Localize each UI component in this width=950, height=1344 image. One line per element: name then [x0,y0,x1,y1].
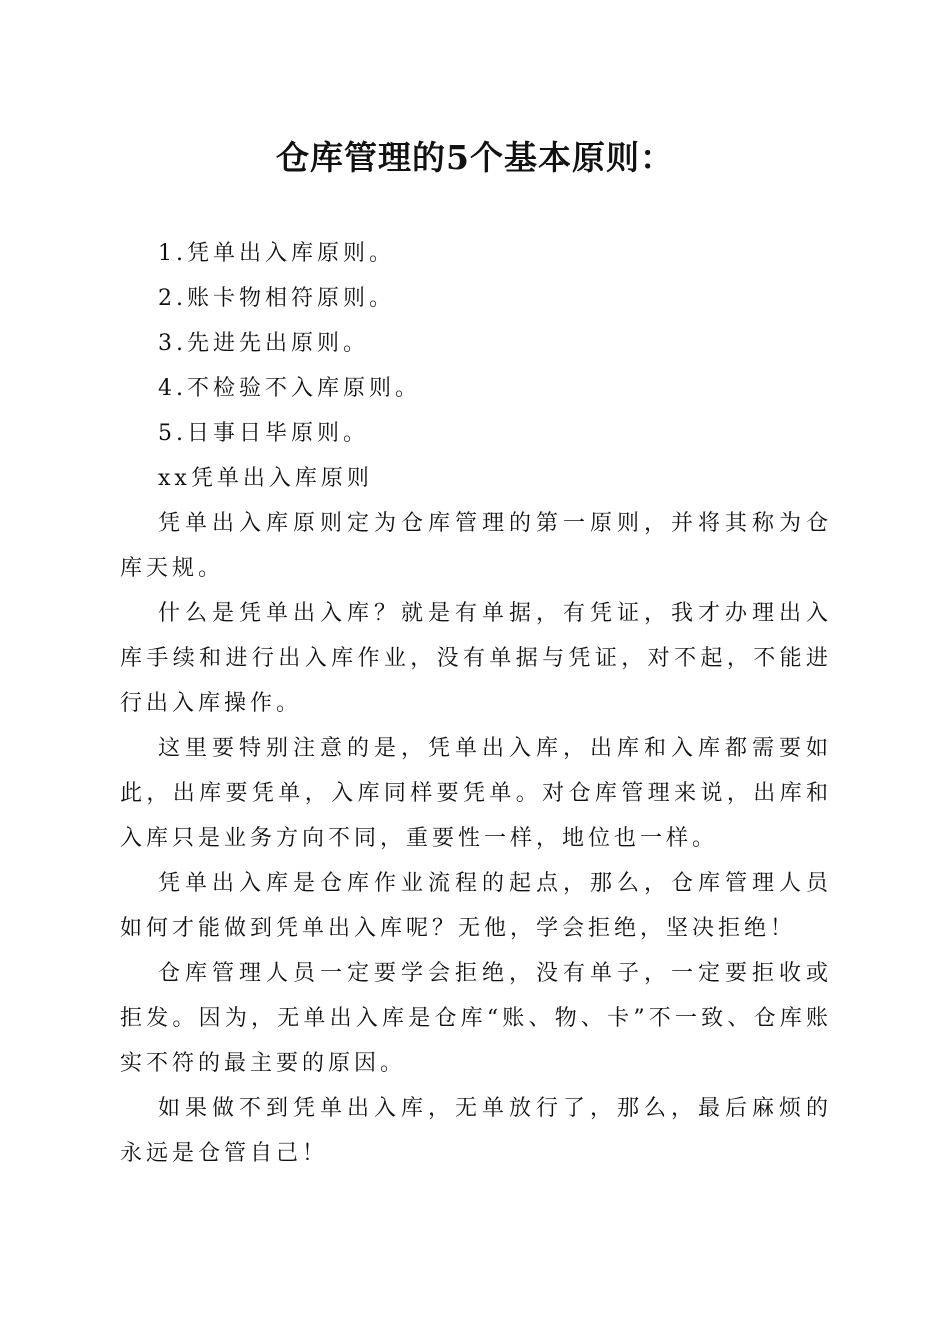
paragraph-2: 什么是凭单出入库？就是有单据，有凭证，我才办理出入库手续和进行出入库作业，没有单据与凭证，对不起，不能进行出入库操作。 [120,601,832,716]
paragraph-6: 如果做不到凭单出入库，无单放行了，那么，最后麻烦的永远是仓管自己！ [120,1096,832,1166]
section-heading: xx凭单出入库原则 [158,466,373,491]
document-body [120,231,832,1176]
principle-item-1: 1.凭单出入库原则。 [158,241,395,266]
paragraph-1: 凭单出入库原则定为仓库管理的第一原则，并将其称为仓库天规。 [120,511,832,581]
principle-item-2: 2.账卡物相符原则。 [158,286,395,311]
paragraph-5: 仓库管理人员一定要学会拒绝，没有单子，一定要拒收或拒发。因为，无单出入库是仓库“账、物、卡”不一致、仓库账实不符的最主要的原因。 [120,961,832,1076]
paragraph-3: 这里要特别注意的是，凭单出入库，出库和入库都需要如此，出库要凭单，入库同样要凭单。对仓库管理来说，出库和入库只是业务方向不同，重要性一样，地位也一样。 [120,736,832,851]
paragraph-4: 凭单出入库是仓库作业流程的起点，那么，仓库管理人员如何才能做到凭单出入库呢？无他，学会拒绝，坚决拒绝！ [120,871,832,941]
principle-item-4: 4.不检验不入库原则。 [158,376,421,401]
document-title: 仓库管理的5个基本原则： [276,138,674,177]
principle-item-5: 5.日事日毕原则。 [158,421,369,446]
principle-item-3: 3.先进先出原则。 [158,331,369,356]
